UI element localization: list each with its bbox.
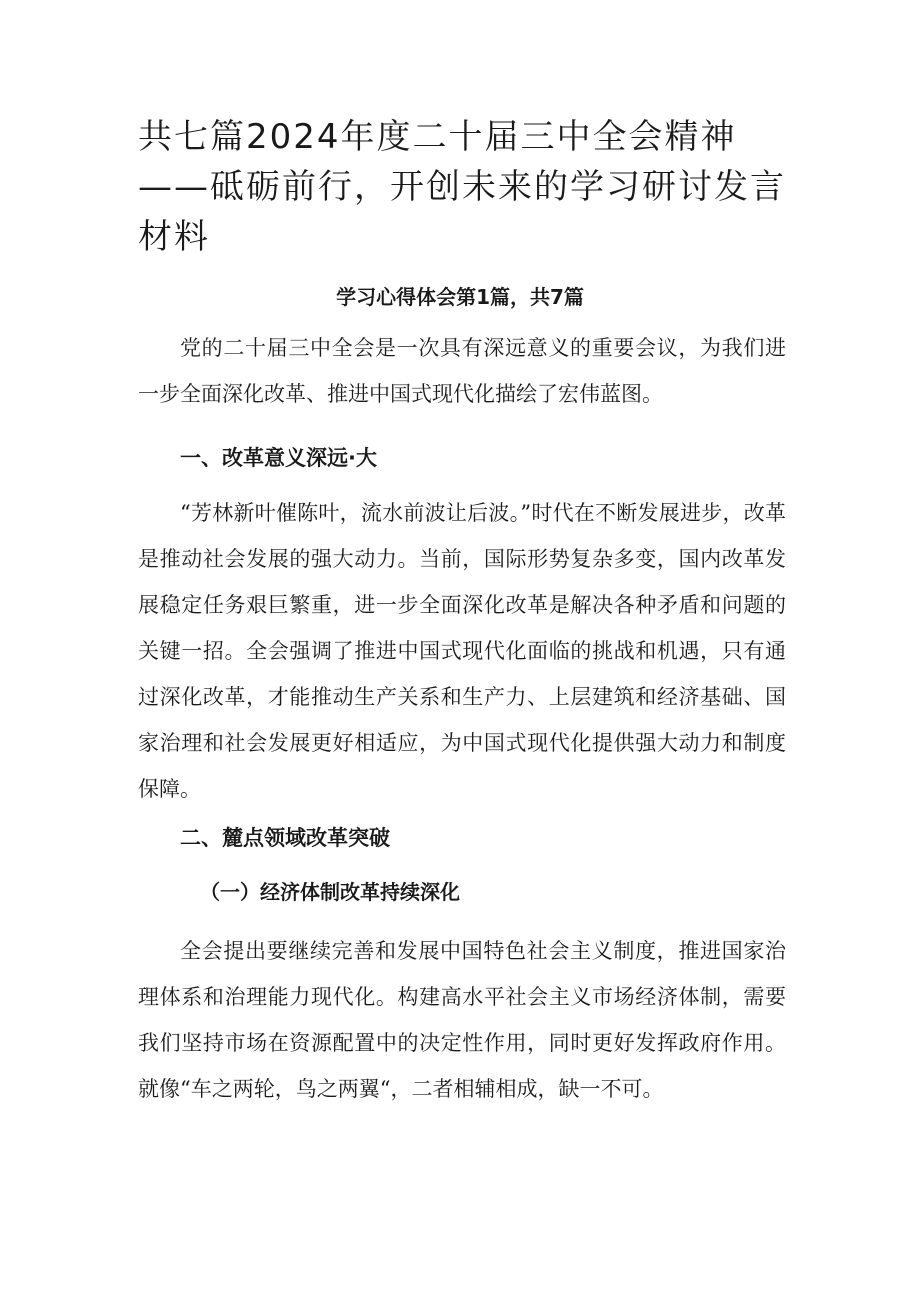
section-1-heading: 一、改革意义深远·大: [180, 446, 377, 470]
document-title: 共七篇2024年度二十届三中全会精神——砥砺前行，开创未来的学习研讨发言材料: [138, 117, 786, 257]
section-2-heading: 二、麓点领域改革突破: [180, 826, 390, 850]
section-1-paragraph: “芳林新叶催陈叶，流水前波让后波。”时代在不断发展进步，改革是推动社会发展的强大动力。当前，国际形势复杂多变，国内改革发展稳定任务艰巨繁重，进一步全面深化改革是解决各种矛盾和问题的关键一招。全会强调了推进中国式现代化面临的挑战和机遇，只有通过深化改革，才能推动生产关系和生产力、上层建筑和经济基础、国家治理和社会发展更好相适应，为中国式现代化提供强大动力和制度保障。: [138, 501, 786, 801]
section-2-paragraph: 全会提出要继续完善和发展中国特色社会主义制度，推进国家治理体系和治理能力现代化。构建高水平社会主义市场经济体制，需要我们坚持市场在资源配置中的决定性作用，同时更好发挥政府作用。就像“车之两轮，鸟之两翼“，二者相辅相成，缺一不可。: [138, 939, 786, 1101]
intro-paragraph: 党的二十届三中全会是一次具有深远意义的重要会议，为我们进一步全面深化改革、推进中国式现代化描绘了宏伟蓝图。: [138, 336, 786, 406]
document-subtitle: 学习心得体会第1篇，共7篇: [336, 285, 584, 309]
section-2-subheading: （一）经济体制改革持续深化: [200, 880, 460, 904]
